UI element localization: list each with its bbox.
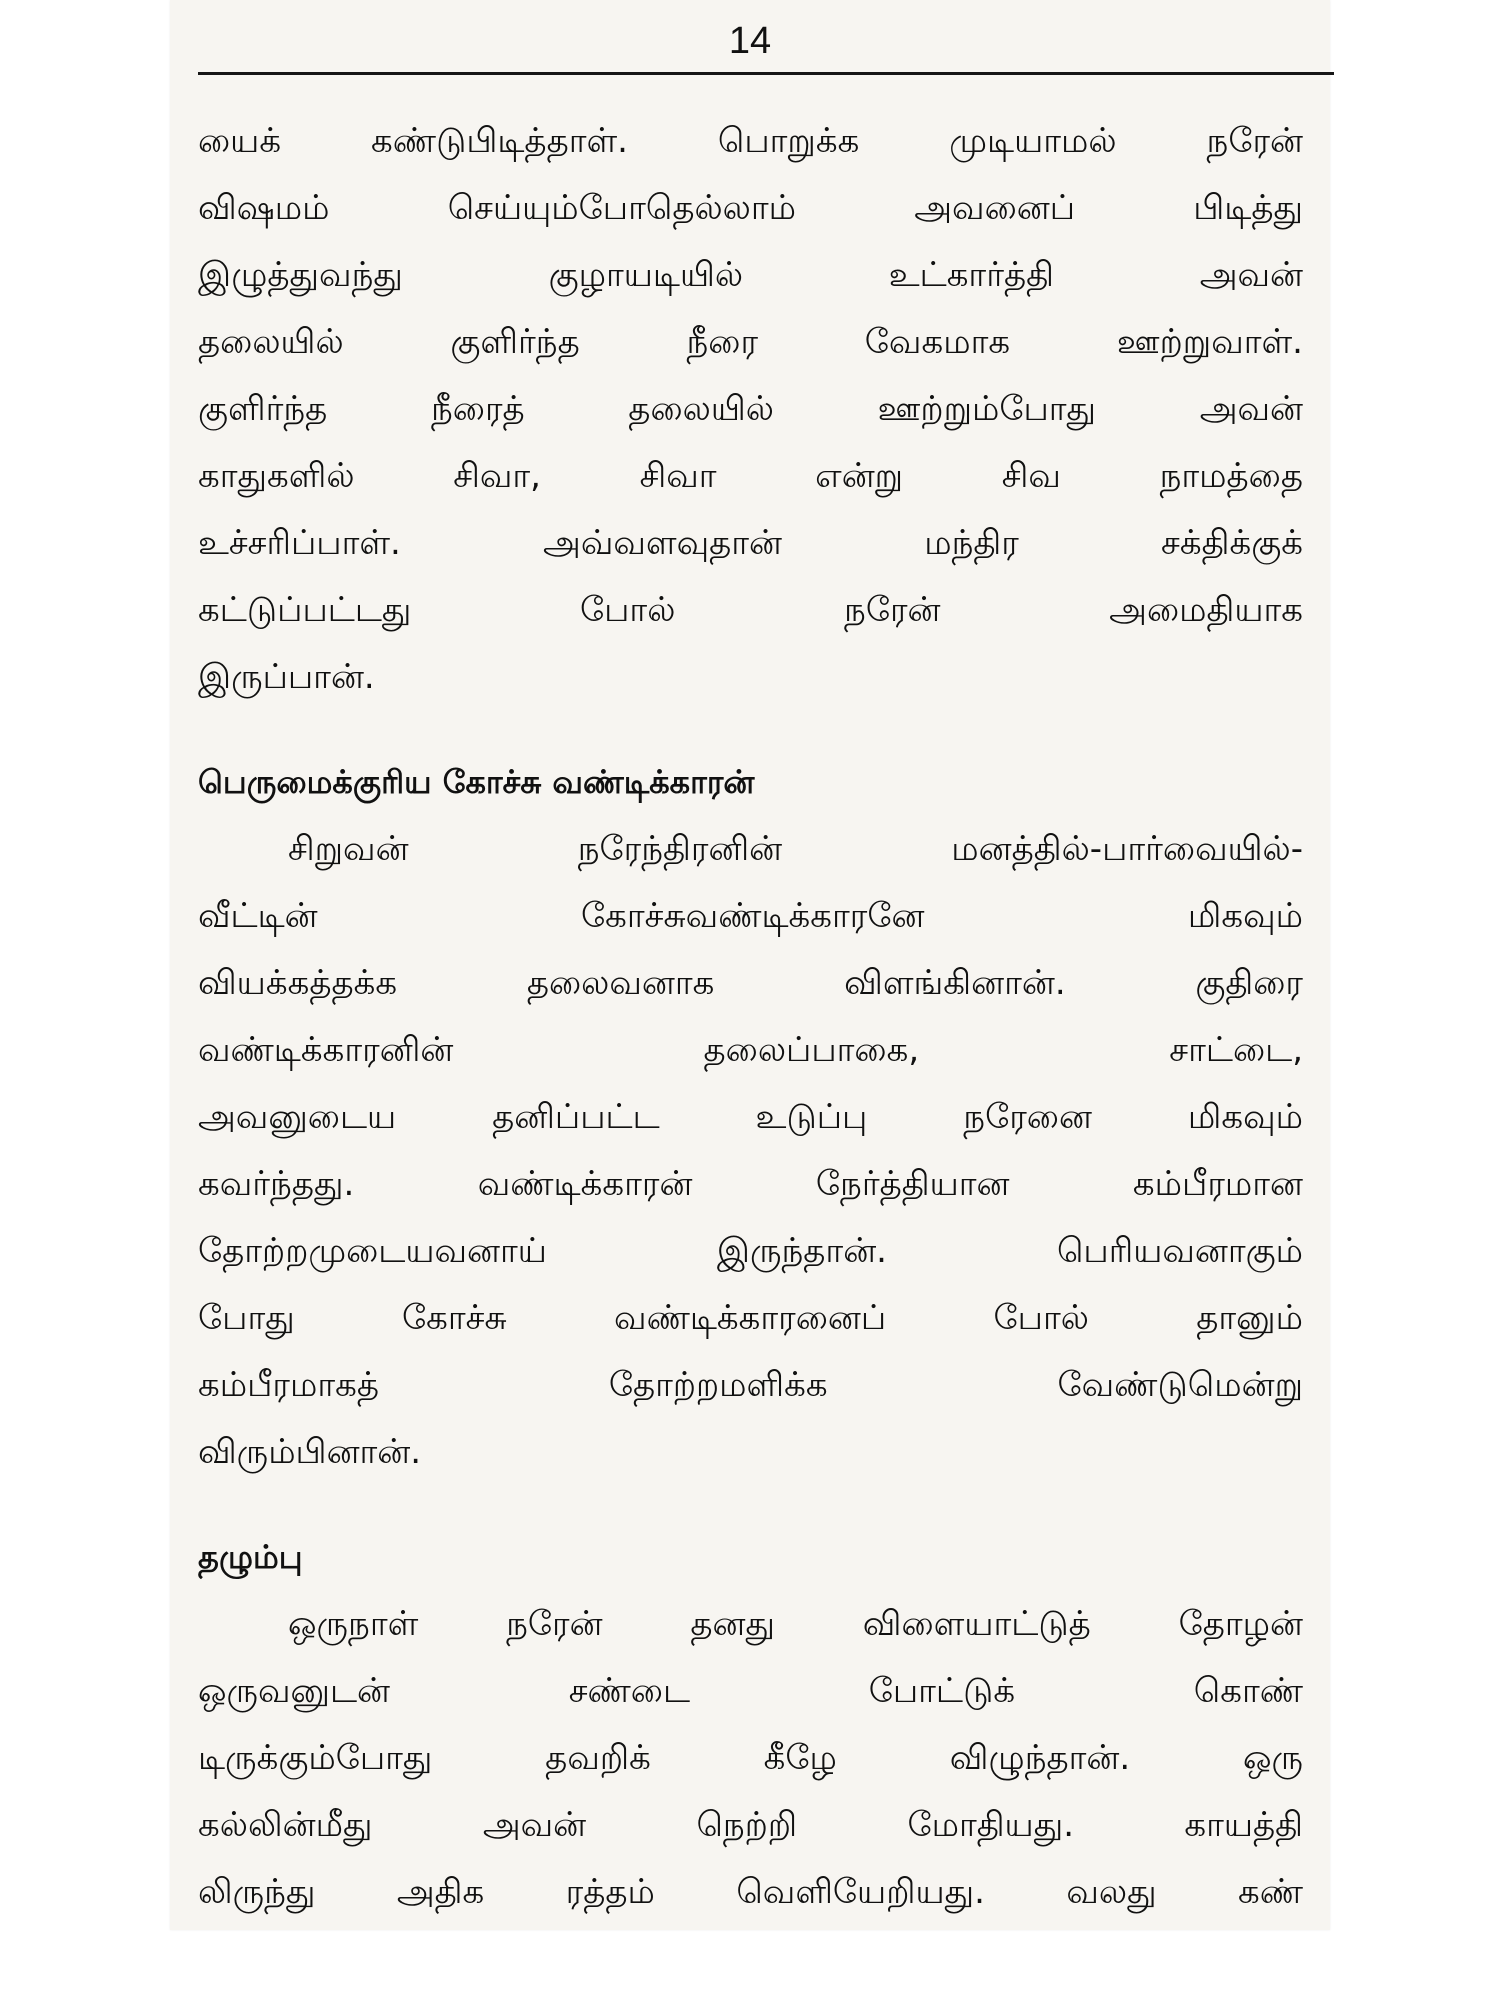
header-rule <box>198 72 1334 75</box>
text-line: வீட்டின் கோச்சுவண்டிக்காரனே மிகவும் <box>198 896 1303 936</box>
page-content <box>198 108 1303 1926</box>
text-line: வண்டிக்காரனின் தலைப்பாகை, சாட்டை, <box>198 1030 1303 1070</box>
book-page <box>170 0 1330 1930</box>
text-line: கம்பீரமாகத் தோற்றமளிக்க வேண்டுமென்று <box>198 1365 1303 1405</box>
text-line: இழுத்துவந்து குழாயடியில் உட்கார்த்தி அவன் <box>198 255 1303 295</box>
text-line: ஒருவனுடன் சண்டை போட்டுக் கொண் <box>198 1671 1303 1711</box>
section-heading: பெருமைக்குரிய கோச்சு வண்டிக்காரன் <box>198 763 755 801</box>
text-line: விஷமம் செய்யும்போதெல்லாம் அவனைப் பிடித்து <box>198 188 1303 228</box>
paragraph <box>198 816 1303 1486</box>
text-line: வியக்கத்தக்க தலைவனாக விளங்கினான். குதிரை <box>198 963 1303 1003</box>
paragraph-gap <box>198 1486 1303 1524</box>
paragraph <box>198 1591 1303 1926</box>
text-line: அவனுடைய தனிப்பட்ட உடுப்பு நரேனை மிகவும் <box>198 1097 1303 1137</box>
text-line: குளிர்ந்த நீரைத் தலையில் ஊற்றும்போது அவன் <box>198 389 1303 429</box>
text-line: கவர்ந்தது. வண்டிக்காரன் நேர்த்தியான கம்பீரமான <box>198 1164 1303 1204</box>
text-line: லிருந்து அதிக ரத்தம் வெளியேறியது. வலது கண் <box>198 1872 1303 1912</box>
text-line: ஒருநாள் நரேன் தனது விளையாட்டுத் தோழன் <box>288 1604 1303 1644</box>
text-line: கல்லின்மீது அவன் நெற்றி மோதியது. காயத்தி <box>198 1805 1303 1845</box>
paragraph-continued <box>198 108 1303 711</box>
text-line: இருப்பான். <box>198 657 375 697</box>
text-line: சிறுவன் நரேந்திரனின் மனத்தில்-பார்வையில்- <box>288 829 1303 869</box>
section-heading: தழும்பு <box>198 1538 303 1576</box>
text-line: டிருக்கும்போது தவறிக் கீழே விழுந்தான். ஒரு <box>198 1738 1303 1778</box>
text-line: யைக் கண்டுபிடித்தாள். பொறுக்க முடியாமல் நரேன் <box>198 121 1303 161</box>
text-line: தலையில் குளிர்ந்த நீரை வேகமாக ஊற்றுவாள். <box>198 322 1303 362</box>
page-number: 14 <box>728 20 772 62</box>
text-line: கட்டுப்பட்டது போல் நரேன் அமைதியாக <box>198 590 1303 630</box>
text-line: காதுகளில் சிவா, சிவா என்று சிவ நாமத்தை <box>198 456 1303 496</box>
text-line: உச்சரிப்பாள். அவ்வளவுதான் மந்திர சக்திக்குக் <box>198 523 1303 563</box>
text-line: தோற்றமுடையவனாய் இருந்தான். பெரியவனாகும் <box>198 1231 1303 1271</box>
paragraph-gap <box>198 711 1303 749</box>
text-line: போது கோச்சு வண்டிக்காரனைப் போல் தானும் <box>198 1298 1303 1338</box>
text-line: விரும்பினான். <box>198 1432 422 1472</box>
